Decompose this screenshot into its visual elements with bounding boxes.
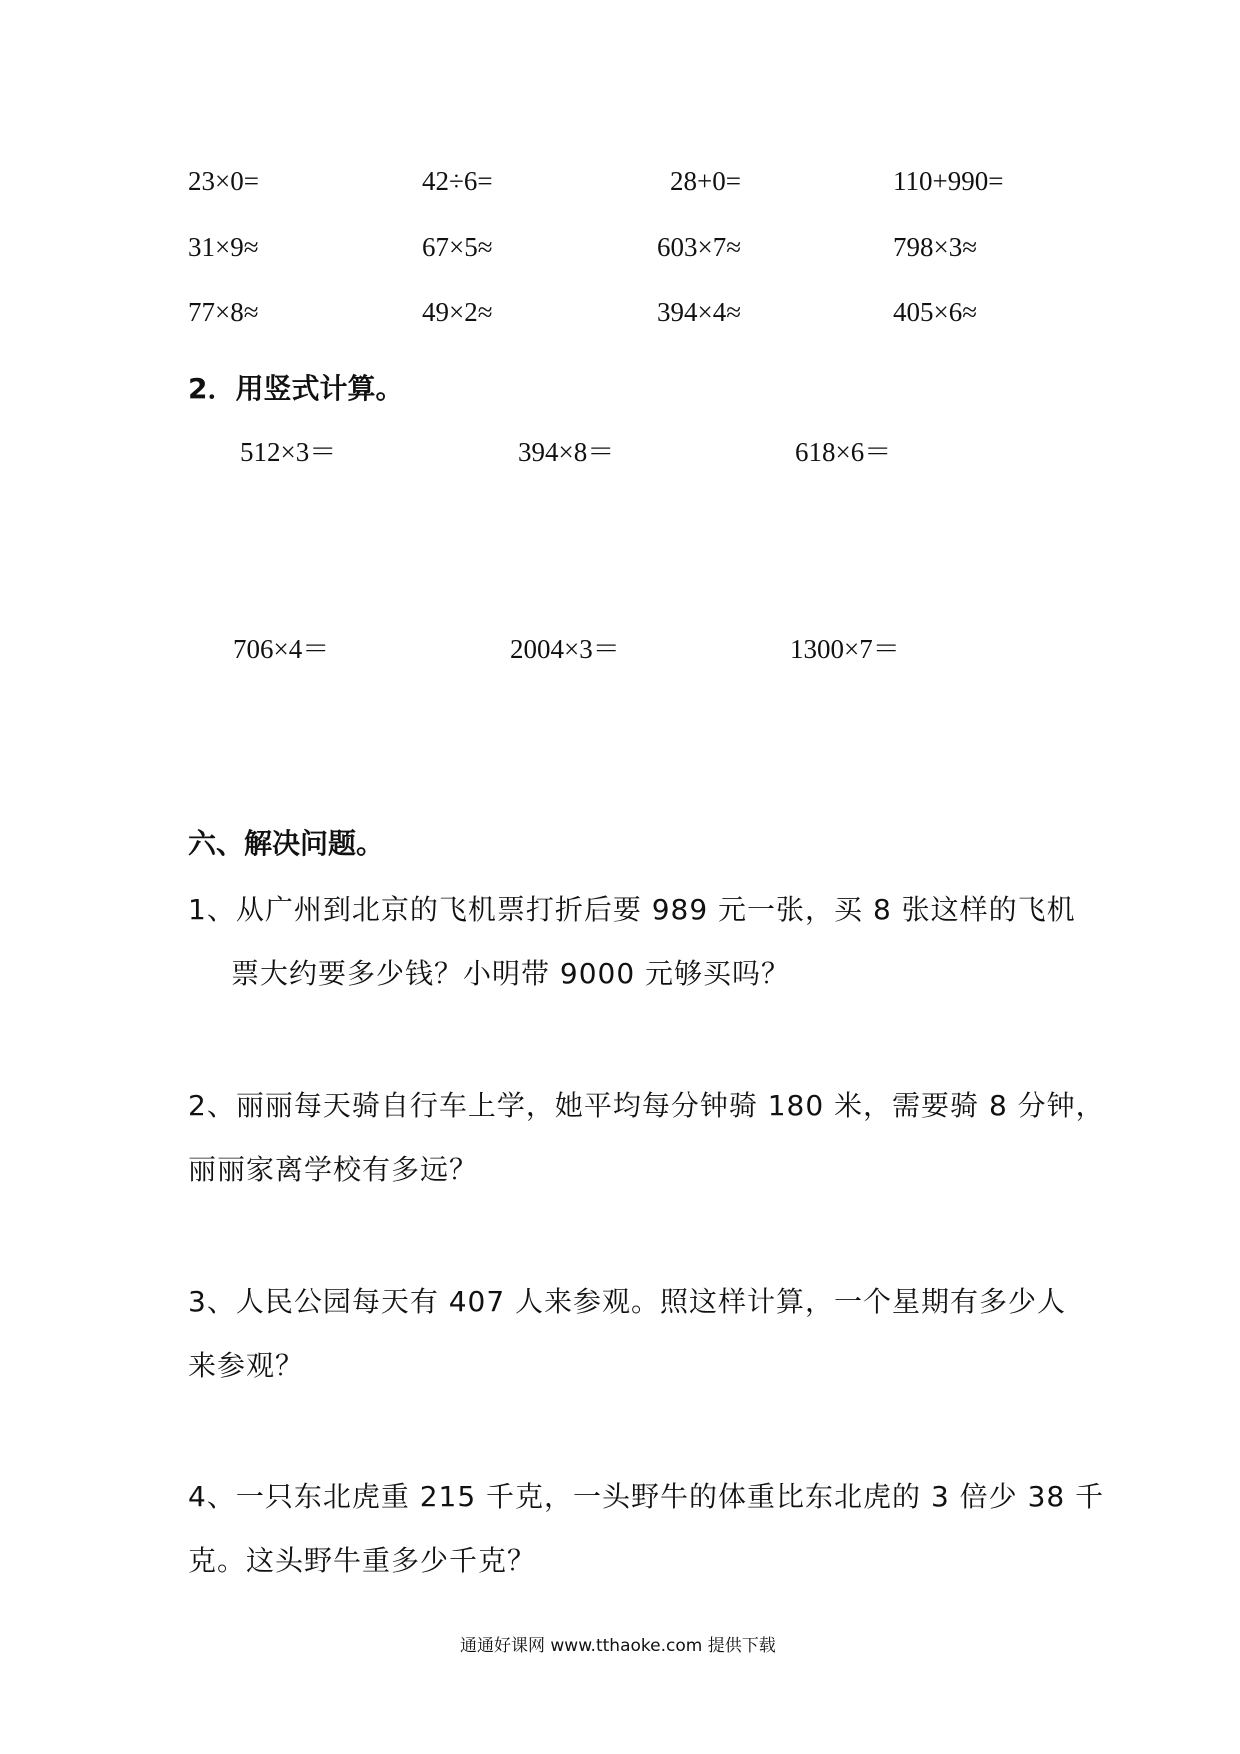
- vertical-item: 2004×3＝: [510, 634, 620, 664]
- problem-line: 克。这头野牛重多少千克？: [188, 1544, 537, 1577]
- vertical-item: 706×4＝: [233, 634, 330, 664]
- problem-line: 2、丽丽每天骑自行车上学，她平均每分钟骑 180 米，需要骑 8 分钟，: [188, 1089, 1105, 1122]
- problem-line: 3、人民公园每天有 407 人来参观。照这样计算，一个星期有多少人: [188, 1285, 1067, 1318]
- problem-line: 4、一只东北虎重 215 千克，一头野牛的体重比东北虎的 3 倍少 38 千: [188, 1480, 1105, 1513]
- problem-line: 来参观？: [188, 1349, 305, 1382]
- oral-item: 798×3≈: [893, 232, 978, 262]
- oral-item: 67×5≈: [422, 232, 493, 262]
- problem-line: 1、从广州到北京的飞机票打折后要 989 元一张，买 8 张这样的飞机: [188, 893, 1076, 926]
- oral-item: 405×6≈: [893, 297, 978, 327]
- vertical-item: 618×6＝: [795, 437, 892, 467]
- oral-item: 110+990=: [893, 166, 1004, 196]
- problem-line: 票大约要多少钱？小明带 9000 元够买吗？: [231, 957, 791, 990]
- vertical-item: 512×3＝: [240, 437, 337, 467]
- oral-item: 77×8≈: [188, 297, 259, 327]
- section2-heading: 2．用竖式计算。: [188, 372, 404, 405]
- oral-item: 31×9≈: [188, 232, 259, 262]
- oral-item: 49×2≈: [422, 297, 493, 327]
- oral-item: 42÷6=: [422, 166, 493, 196]
- problem-line: 丽丽家离学校有多远？: [188, 1153, 479, 1186]
- oral-item: 23×0=: [188, 166, 259, 196]
- footer-text: 通通好课网 www.tthaoke.com 提供下载: [460, 1636, 776, 1656]
- oral-item: 603×7≈: [657, 232, 742, 262]
- oral-item: 394×4≈: [657, 297, 742, 327]
- oral-item: 28+0=: [670, 166, 741, 196]
- vertical-item: 394×8＝: [518, 437, 615, 467]
- section6-heading: 六、解决问题。: [188, 827, 385, 860]
- vertical-item: 1300×7＝: [790, 634, 900, 664]
